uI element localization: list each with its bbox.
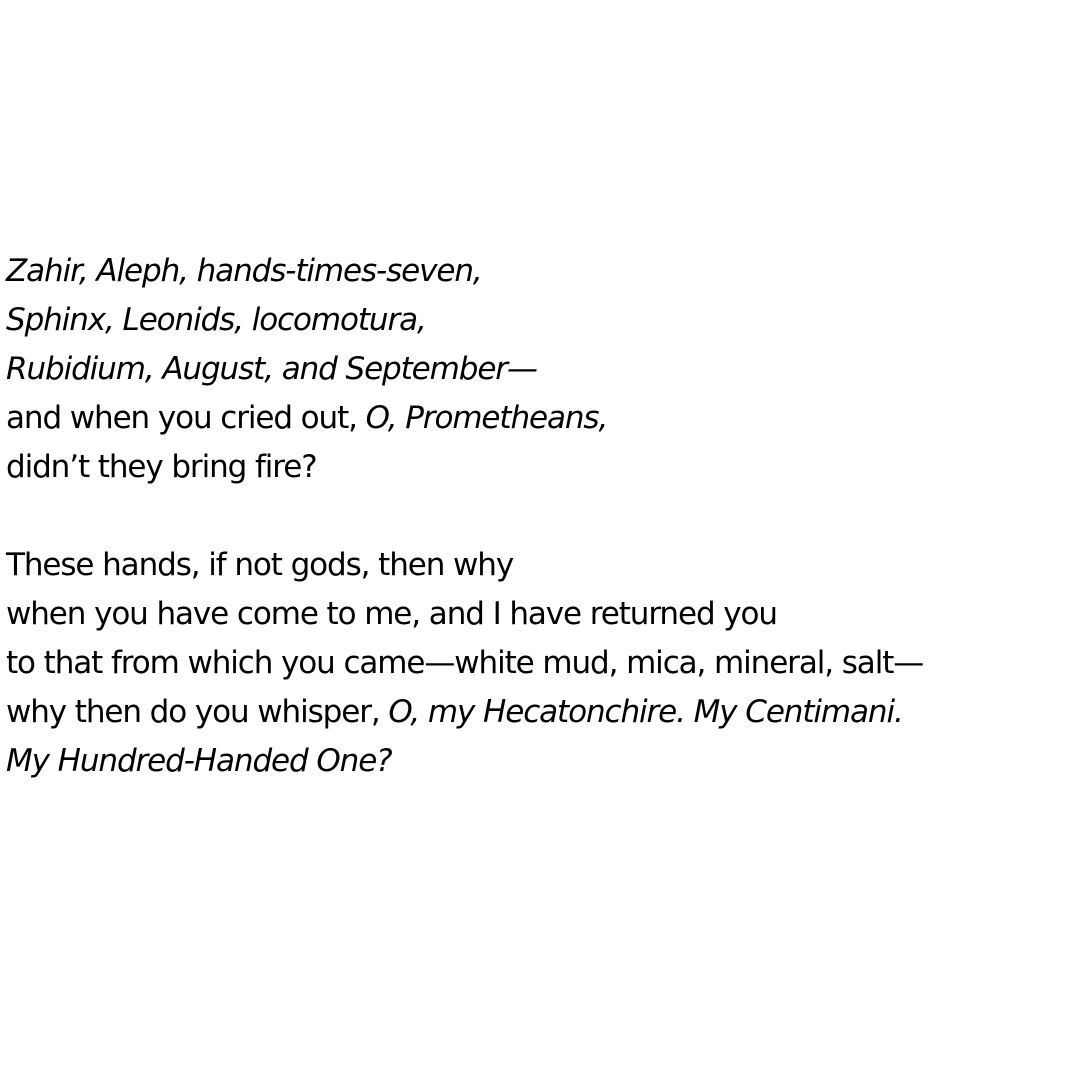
poem-line-italic: O, Prometheans, [365,400,608,436]
poem-line: Sphinx, Leonids, locomotura, [6,302,426,338]
poem-line: Rubidium, August, and September— [6,351,537,387]
poem-line: to that from which you came—white mud, mica, mineral, salt— [6,645,924,681]
stanza-2 [6,541,1076,786]
poem-line: when you have come to me, and I have returned you [6,596,777,632]
poem-line [6,688,1076,737]
poem-line: These hands, if not gods, then why [6,547,514,583]
poem-line: My Hundred-Handed One? [6,743,392,779]
poem-line [6,394,1076,443]
poem-line-roman: why then do you whisper, [6,694,389,730]
poem-line: didn’t they bring fire? [6,449,317,485]
stanza-1 [6,247,1076,492]
poem-text [6,247,1076,786]
poem-line-italic: O, my Hecatonchire. My Centimani. [388,694,903,730]
poem-line-roman: and when you cried out, [6,400,366,436]
poem-line: Zahir, Aleph, hands-times-seven, [6,253,482,289]
